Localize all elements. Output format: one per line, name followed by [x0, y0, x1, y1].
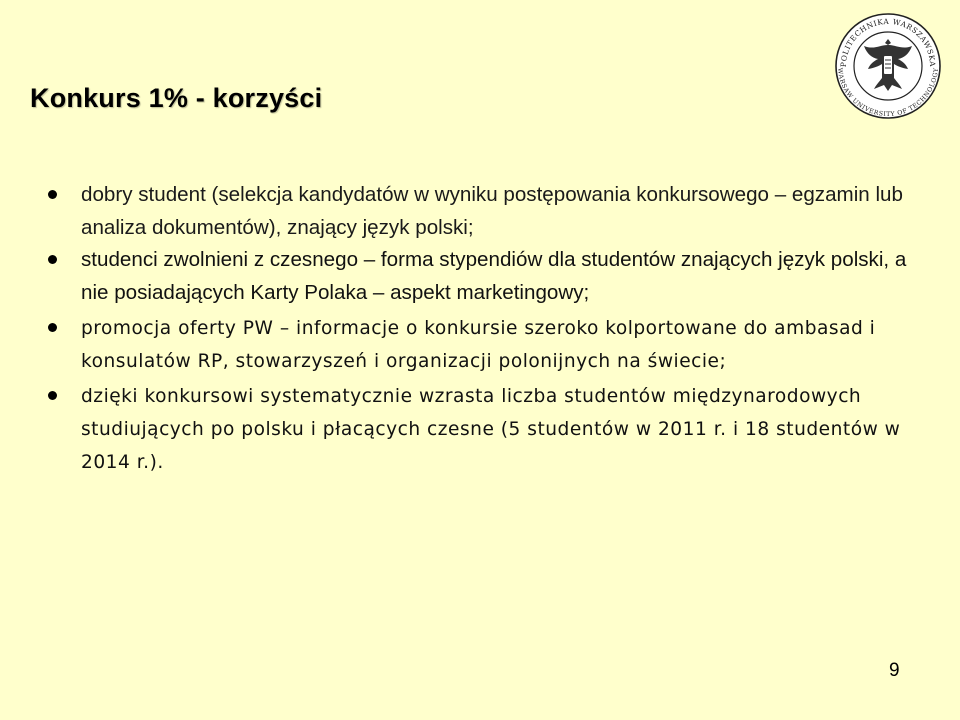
seal-text-top: POLITECHNIKA WARSZAWSKA — [838, 16, 938, 68]
bullet-icon — [48, 190, 57, 199]
seal-text-bottom: WARSAW UNIVERSITY OF TECHNOLOGY — [835, 67, 940, 119]
bullet-text: dobry student (selekcja kandydatów w wyniku postępowania konkursowego – egzamin lub analiza dokumentów), znający język polski; — [81, 183, 903, 239]
list-item — [48, 244, 928, 309]
slide-title: Konkurs 1% - korzyści — [30, 83, 323, 113]
bullet-icon — [48, 391, 57, 400]
list-item — [48, 312, 928, 378]
bullet-text: studenci zwolnieni z czesnego – forma stypendiów dla studentów znających język polski, a nie posiadających Karty Polaka – aspekt marketingowy; — [81, 248, 907, 304]
bullet-list — [48, 179, 928, 479]
university-seal-icon — [834, 12, 942, 120]
bullet-text: dzięki konkursowi systematycznie wzrasta liczba studentów międzynarodowych studiujących po polsku i płacących czesne (5 studentów w 2011 r. i 18 studentów w 2014 r.). — [81, 386, 901, 474]
bullet-text: promocja oferty PW – informacje o konkursie szeroko kolportowane do ambasad i konsulatów RP, stowarzyszeń i organizacji polonijnych na świecie; — [81, 318, 876, 373]
list-item — [48, 380, 928, 479]
bullet-icon — [48, 323, 57, 332]
page-number: 9 — [889, 660, 900, 681]
list-item — [48, 179, 928, 244]
bullet-icon — [48, 255, 57, 264]
